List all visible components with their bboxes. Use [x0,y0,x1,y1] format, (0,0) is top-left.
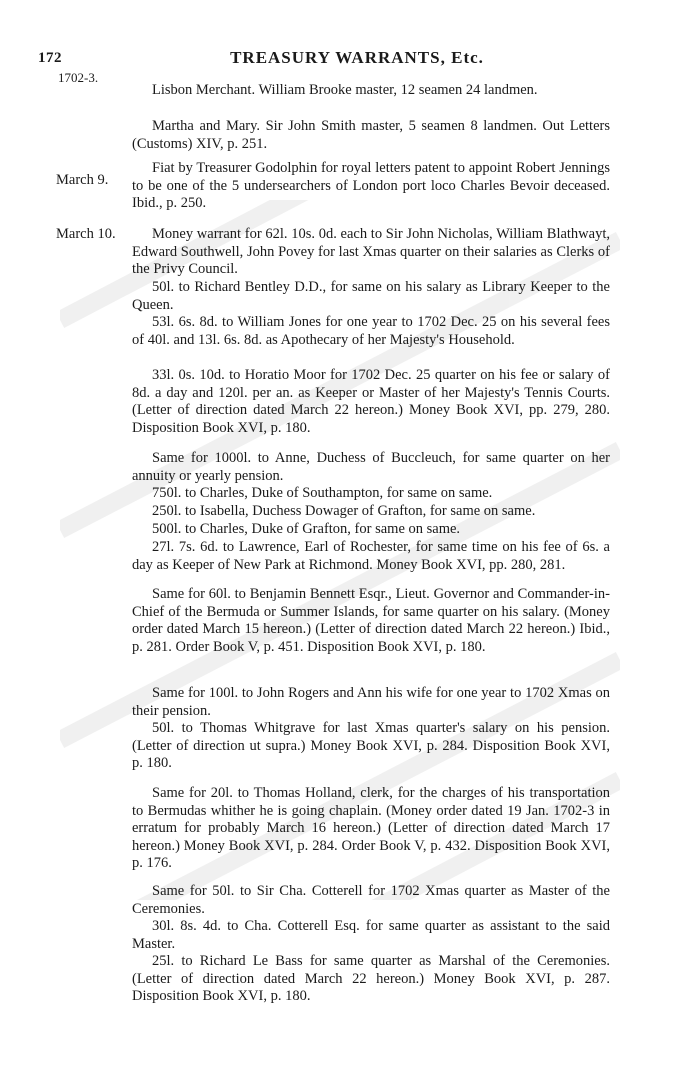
entry-bentley: 50l. to Richard Bentley D.D., for same on his salary as Library Keeper to the Queen. [132,279,610,313]
entry-richard-le-bass: 25l. to Richard Le Bass for same quarter as Marshal of the Ceremonies. (Letter of direction dated March 22 hereon.) Money Book XVI, p. 287. Disposition Book XVI, p. 180. [132,953,610,1005]
page-number: 172 [38,50,62,66]
entry-lisbon-merchant: Lisbon Merchant. William Brooke master, 12 seamen 24 landmen. [152,82,538,98]
entry-fiat-godolphin: Fiat by Treasurer Godolphin for royal letters patent to appoint Robert Jennings to be one of the 5 undersearchers of London port loco Charles Bevoir deceased. Ibid., p. 250. [132,160,610,212]
margin-year: 1702-3. [58,70,99,85]
entry-earl-rochester: 27l. 7s. 6d. to Lawrence, Earl of Rochester, for same time on his fee of 6s. a day as Keeper of New Park at Richmond. Money Book XVI, pp. 280, 281. [132,539,610,573]
entry-duke-southampton: 750l. to Charles, Duke of Southampton, for same on same. [152,485,493,501]
entry-horatio-moor: 33l. 0s. 10d. to Horatio Moor for 1702 Dec. 25 quarter on his fee or salary of 8d. a day and 120l. per an. as Keeper or Master of her Majesty's Tennis Courts. (Letter of direction dated March 22 hereon.) Money Book XVI, pp. 279, 280. Disposition Book XVI, p. 180. [132,367,610,436]
date-march-9: March 9. [56,172,109,188]
entry-john-rogers: Same for 100l. to John Rogers and Ann his wife for one year to 1702 Xmas on their pension. [132,685,610,719]
entry-duke-grafton: 500l. to Charles, Duke of Grafton, for same on same. [152,521,461,537]
running-title: TREASURY WARRANTS, Etc. [230,48,484,67]
date-march-10: March 10. [56,226,116,242]
entry-benjamin-bennett: Same for 60l. to Benjamin Bennett Esqr., Lieut. Governor and Commander-in-Chief of the Bermuda or Summer Islands, for same quarter on his salary. (Money order dated March 15 hereon.) (Letter of direction dated March 22 hereon.) Ibid., p. 281. Order Book V, p. 451. Disposition Book XVI, p. 180. [132,586,610,655]
entry-sir-cha-cotterell: Same for 50l. to Sir Cha. Cotterell for 1702 Xmas quarter as Master of the Ceremonies. [132,883,610,917]
entry-duchess-buccleuch: Same for 1000l. to Anne, Duchess of Buccleuch, for same quarter on her annuity or yearly pension. [132,450,610,484]
entry-cha-cotterell-esq: 30l. 8s. 4d. to Cha. Cotterell Esq. for same quarter as assistant to the said Master. [132,918,610,952]
entry-martha-and-mary: Martha and Mary. Sir John Smith master, 5 seamen 8 landmen. Out Letters (Customs) XIV, p. 251. [132,118,610,152]
entry-thomas-holland: Same for 20l. to Thomas Holland, clerk, for the charges of his transportation to Bermudas whither he is going chaplain. (Money order dated 19 Jan. 1702-3 in erratum for probably March 16 hereon.) (Letter of direction dated March 17 hereon.) Money Book XVI, p. 284. Order Book V, p. 432. Disposition Book XVI, p. 176. [132,785,610,872]
entry-duchess-grafton: 250l. to Isabella, Duchess Dowager of Grafton, for same on same. [152,503,536,519]
entry-money-warrant-privy-council: Money warrant for 62l. 10s. 0d. each to Sir John Nicholas, William Blathwayt, Edward Southwell, John Povey for last Xmas quarter on their salaries as Clerks of the Privy Council. [132,226,610,278]
entry-william-jones: 53l. 6s. 8d. to William Jones for one year to 1702 Dec. 25 on his several fees of 40l. and 13l. 6s. 8d. as Apothecary of her Majesty's Household. [132,314,610,348]
entry-thomas-whitgrave: 50l. to Thomas Whitgrave for last Xmas quarter's salary on his pension. (Letter of direction ut supra.) Money Book XVI, p. 284. Disposition Book XVI, p. 180. [132,720,610,772]
